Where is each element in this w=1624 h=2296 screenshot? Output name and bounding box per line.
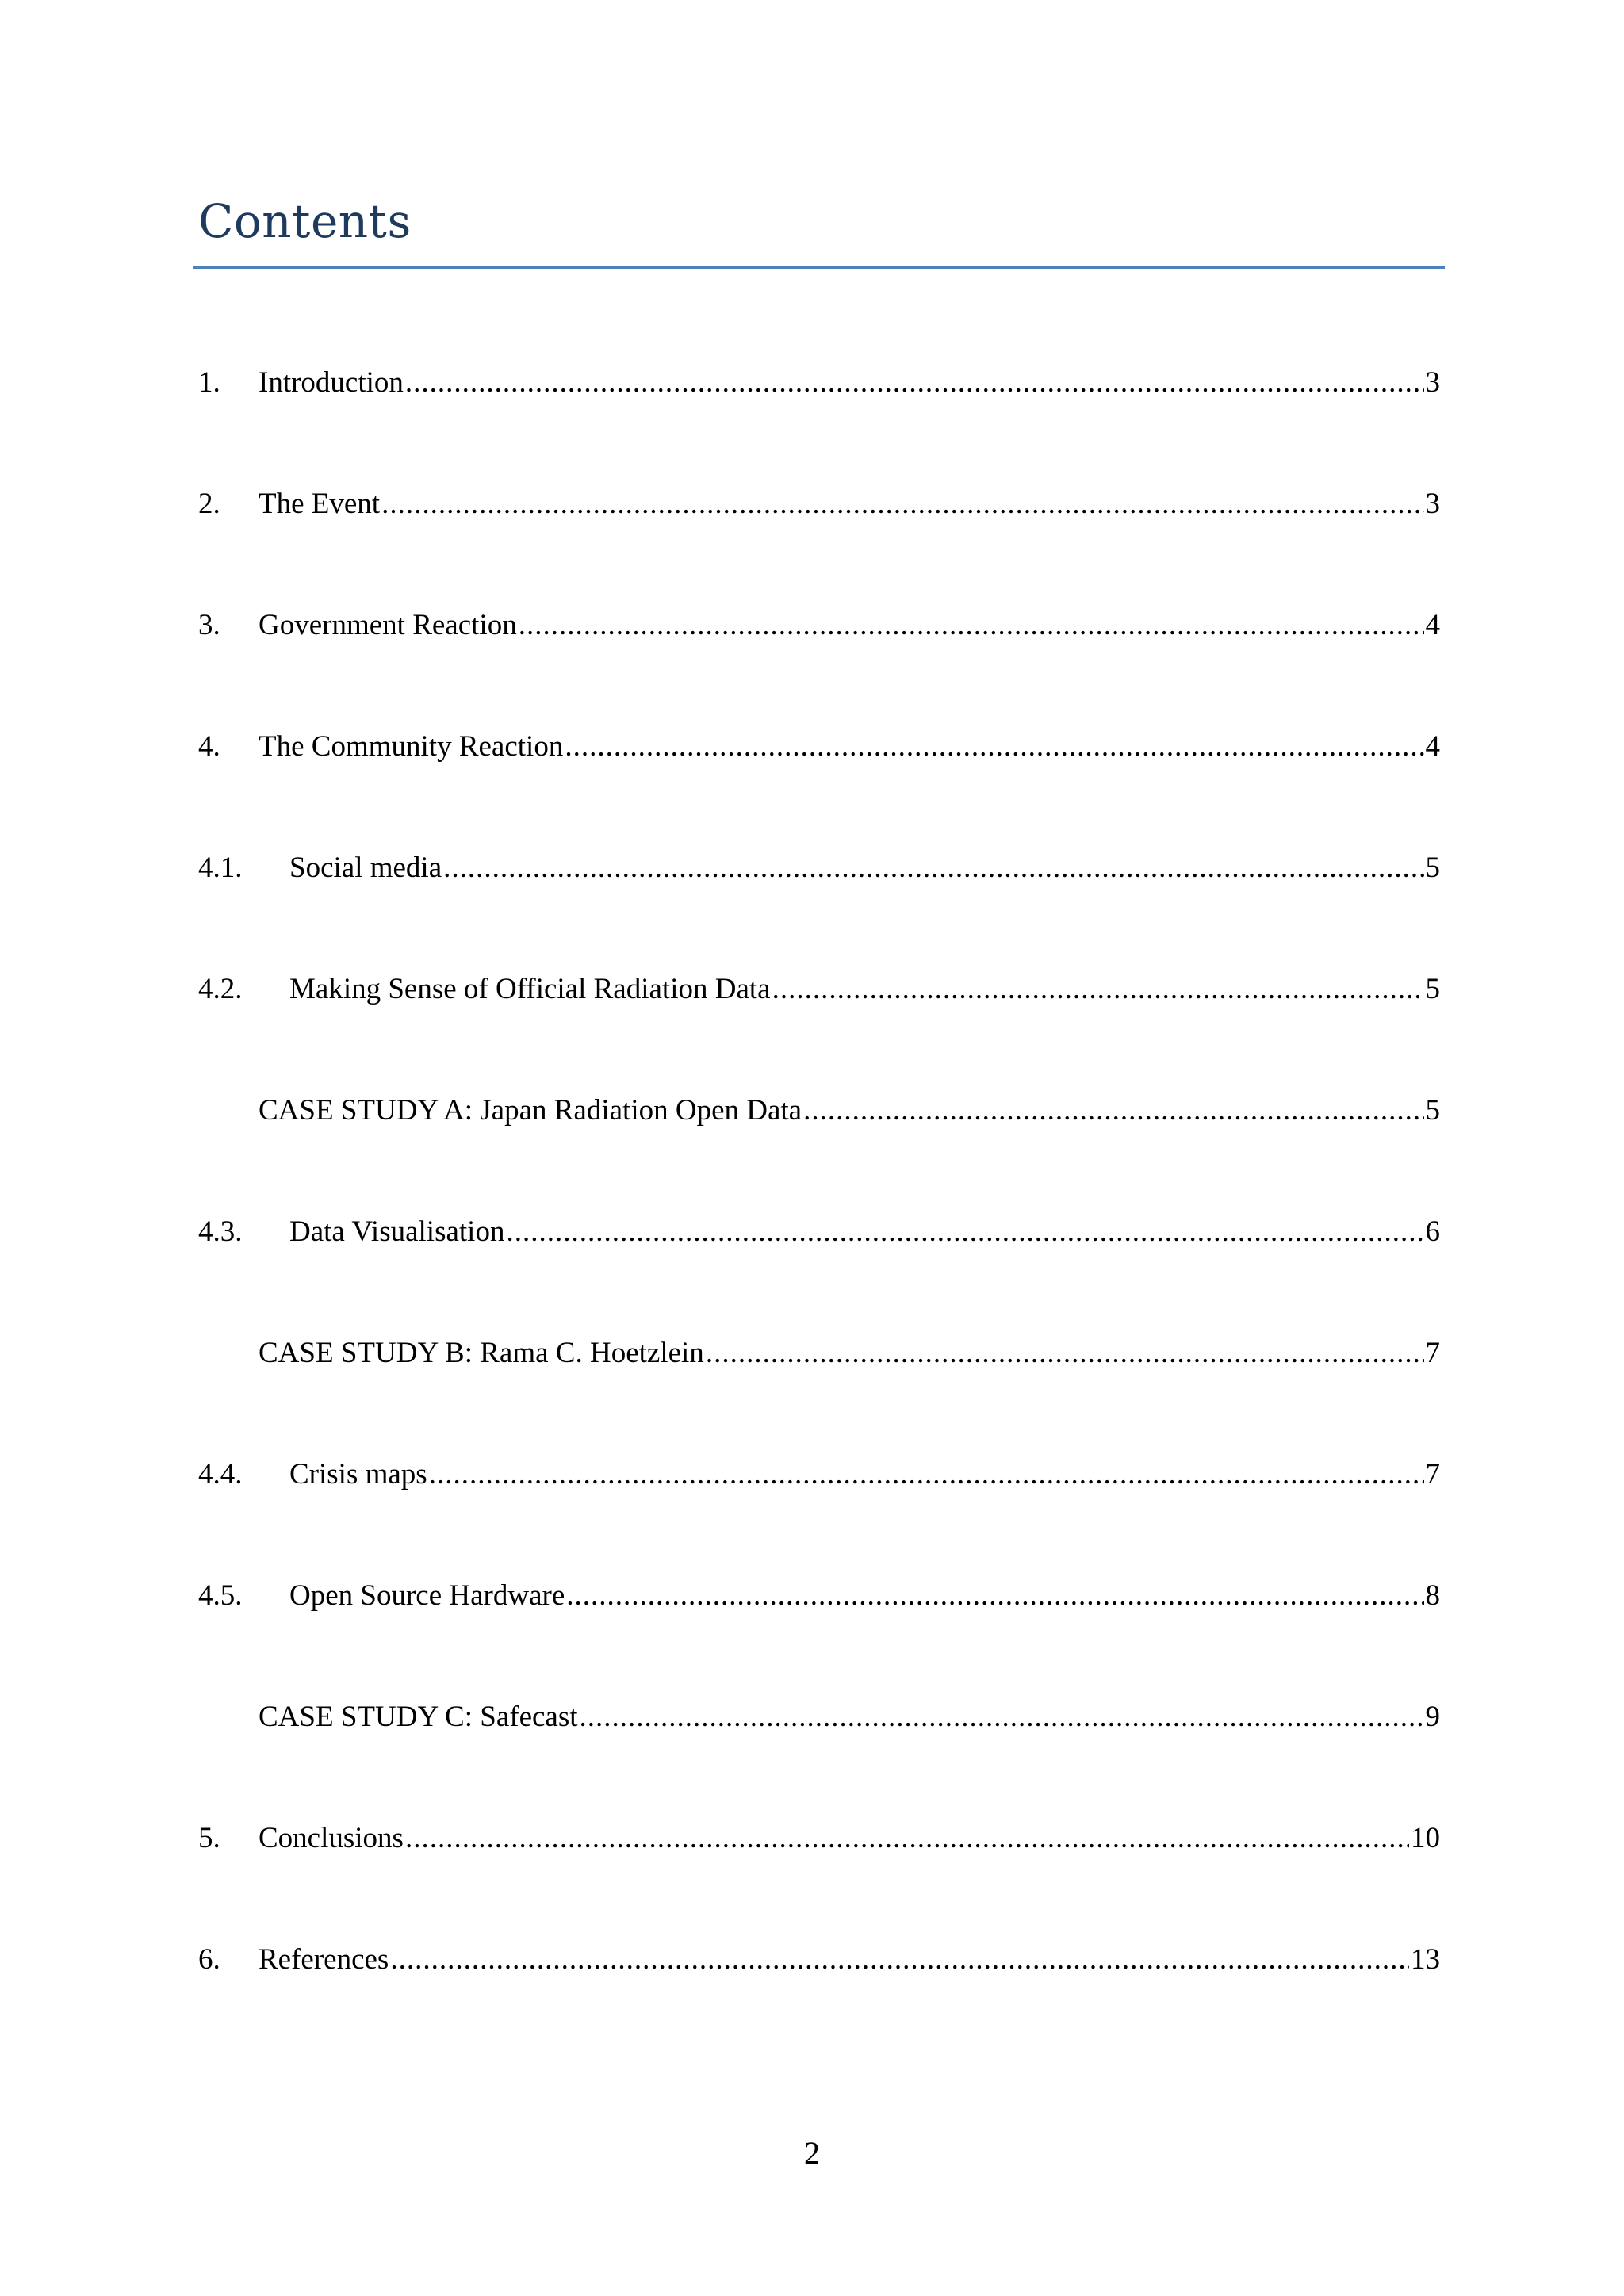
toc-dot-leader	[443, 846, 1423, 890]
toc-entry-number: 4.4.	[198, 1458, 243, 1490]
toc-dot-leader	[506, 1210, 1423, 1254]
toc-entry[interactable]	[198, 1938, 1440, 1982]
toc-entry[interactable]	[198, 725, 1440, 769]
toc-entry-page: 5	[1425, 1094, 1440, 1127]
toc-dot-leader	[390, 1938, 1409, 1982]
toc-entry-title: CASE STUDY A: Japan Radiation Open Data	[259, 1094, 802, 1127]
toc-entry-title: Government Reaction	[259, 609, 517, 641]
toc-dot-leader	[429, 1452, 1424, 1497]
toc-entry-title: Social media	[289, 851, 442, 884]
toc-entry-page: 4	[1425, 730, 1440, 763]
toc-entry-number: 4.5.	[198, 1579, 243, 1612]
toc-entry-title: References	[259, 1943, 389, 1976]
heading-rule	[193, 266, 1445, 269]
toc-dot-leader	[405, 361, 1424, 405]
toc-entry-page: 13	[1411, 1943, 1440, 1976]
toc-entry-page: 3	[1425, 366, 1440, 399]
toc-dot-leader	[565, 725, 1423, 769]
toc-entry-title: CASE STUDY C: Safecast	[259, 1701, 578, 1733]
toc-entry[interactable]	[198, 1816, 1440, 1861]
toc-entry[interactable]	[198, 1331, 1440, 1376]
toc-dot-leader	[803, 1089, 1423, 1133]
toc-entry-number: 4.2.	[198, 973, 243, 1005]
toc-entry[interactable]	[198, 361, 1440, 405]
toc-entry[interactable]	[198, 482, 1440, 526]
toc-entry-number: 4.1.	[198, 851, 243, 884]
toc-entry-page: 4	[1425, 609, 1440, 641]
toc-dot-leader	[519, 603, 1424, 648]
toc-entry-title: The Event	[259, 488, 381, 520]
toc-entry-title: The Community Reaction	[259, 730, 564, 763]
toc-entry-number: 5.	[198, 1822, 220, 1854]
toc-entry[interactable]	[198, 603, 1440, 648]
toc-entry-number: 6.	[198, 1943, 220, 1976]
toc-dot-leader	[381, 482, 1423, 526]
toc-entry-title: Open Source Hardware	[289, 1579, 565, 1612]
toc-dot-leader	[566, 1574, 1423, 1618]
toc-dot-leader	[405, 1816, 1409, 1861]
contents-heading: Contents	[198, 194, 412, 248]
toc-entry-number: 4.3.	[198, 1215, 243, 1248]
toc-entry-title: Crisis maps	[289, 1458, 427, 1490]
toc-entry-number: 2.	[198, 488, 220, 520]
toc-entry-title: Conclusions	[259, 1822, 404, 1854]
toc-entry-number: 3.	[198, 609, 220, 641]
toc-entry-page: 3	[1425, 488, 1440, 520]
toc-entry-page: 5	[1425, 973, 1440, 1005]
toc-entry[interactable]	[198, 1452, 1440, 1497]
toc-dot-leader	[772, 967, 1424, 1012]
toc-entry-title: CASE STUDY B: Rama C. Hoetzlein	[259, 1337, 704, 1369]
toc-entry-page: 5	[1425, 851, 1440, 884]
toc-entry-number: 1.	[198, 366, 220, 399]
toc-entry-page: 9	[1425, 1701, 1440, 1733]
toc-entry-title: Data Visualisation	[289, 1215, 505, 1248]
toc-entry-title: Making Sense of Official Radiation Data	[289, 973, 771, 1005]
toc-dot-leader	[580, 1695, 1424, 1739]
toc-entry[interactable]	[198, 846, 1440, 890]
toc-entry[interactable]	[198, 1089, 1440, 1133]
toc-entry-page: 6	[1425, 1215, 1440, 1248]
page-number: 2	[804, 2135, 820, 2171]
toc-entry-title: Introduction	[259, 366, 404, 399]
toc-entry-page: 8	[1425, 1579, 1440, 1612]
toc-entry[interactable]	[198, 967, 1440, 1012]
toc-entry[interactable]	[198, 1210, 1440, 1254]
toc-dot-leader	[706, 1331, 1424, 1376]
toc-entry-number: 4.	[198, 730, 220, 763]
toc-entry-page: 7	[1425, 1458, 1440, 1490]
toc-entry[interactable]	[198, 1695, 1440, 1739]
toc-entry[interactable]	[198, 1574, 1440, 1618]
toc-entry-page: 10	[1411, 1822, 1440, 1854]
toc-entry-page: 7	[1425, 1337, 1440, 1369]
